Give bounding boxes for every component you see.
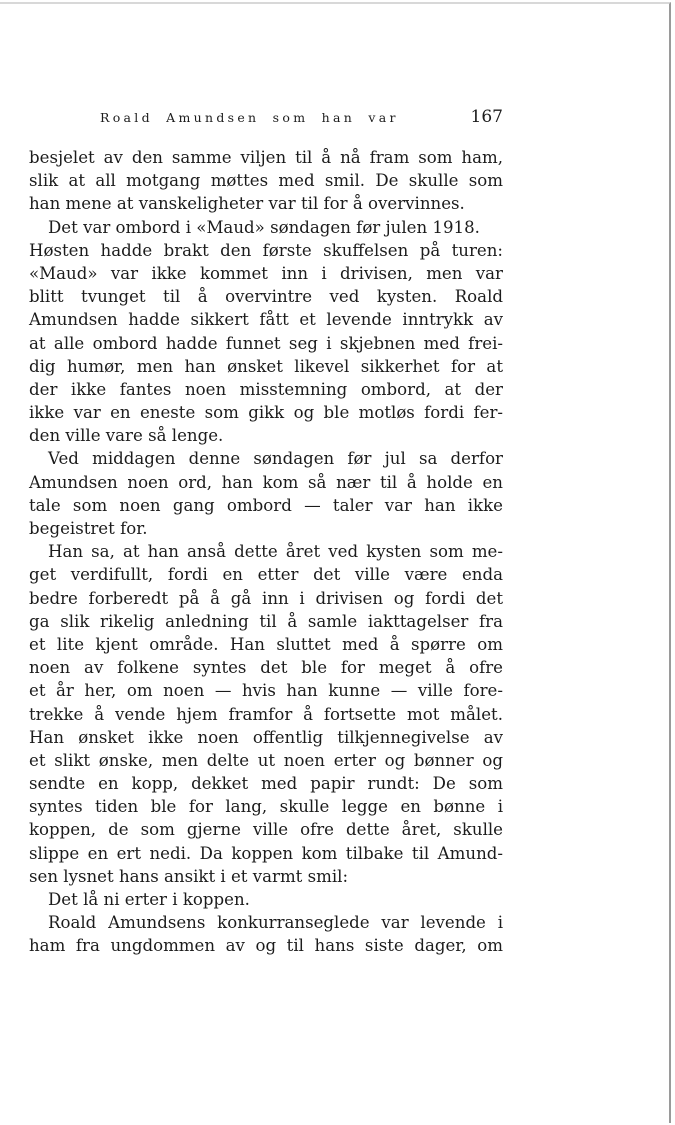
text-line: Amundsen hadde sikkert fått et levende inntrykk av [29,310,503,330]
text-line: trekke å vende hjem framfor å fortsette mot målet. [29,704,503,724]
text-line: blitt tvunget til å overvintre ved kysten. Roald [29,287,503,307]
page-number: 167 [470,107,503,127]
paragraph-start-line: Roald Amundsens konkurranseglede var levende i [48,913,503,933]
text-line: Amundsen noen ord, han kom så nær til å holde en [29,472,503,492]
text-line: «Maud» var ikke kommet inn i drivisen, men var [29,263,503,283]
text-line: et slikt ønske, men delte ut noen erter og bønner og [29,750,503,770]
text-line: et lite kjent område. Han sluttet med å spørre om [29,634,503,654]
paragraph-start-line: Det var ombord i «Maud» søndagen før julen 1918. [48,217,480,237]
text-line: ham fra ungdommen av og til hans siste dager, om [29,936,503,956]
body-text [29,146,503,958]
text-line: slik at all motgang møttes med smil. De skulle som [29,171,503,191]
text-line: dig humør, men han ønsket likevel sikkerhet for at [29,356,503,376]
running-title: Roald Amundsen som han var [100,110,399,125]
text-line: sendte en kopp, dekket med papir rundt: De som [29,774,503,794]
text-line: koppen, de som gjerne ville ofre dette året, skulle [29,820,503,840]
text-line: sen lysnet hans ansikt i et varmt smil: [29,866,349,886]
text-line: noen av folkene syntes det ble for meget å ofre [29,658,503,678]
text-line: get verdifullt, fordi en etter det ville være enda [29,565,503,585]
text-line: ikke var en eneste som gikk og ble motløs fordi fer- [29,403,503,423]
text-line: syntes tiden ble for lang, skulle legge en bønne i [29,797,503,817]
text-line: tale som noen gang ombord — taler var han ikke [29,495,503,515]
text-line: et år her, om noen — hvis han kunne — ville fore- [29,681,503,701]
text-line: Han ønsket ikke noen offentlig tilkjennegivelse av [29,727,503,747]
text-line: slippe en ert nedi. Da koppen kom tilbake til Amund- [29,843,503,863]
text-line: Høsten hadde brakt den første skuffelsen på turen: [29,240,503,260]
text-line: han mene at vanskeligheter var til for å overvinnes. [29,194,465,214]
paragraph-start-line: Han sa, at han anså dette året ved kysten som me- [48,542,503,562]
text-line: besjelet av den samme viljen til å nå fram som ham, [29,148,503,167]
text-line: bedre forberedt på å gå inn i drivisen og fordi det [29,588,503,608]
running-header [100,107,503,131]
text-line: der ikke fantes noen misstemning ombord, at der [29,379,503,399]
text-line: at alle ombord hadde funnet seg i skjebnen med frei- [29,333,503,353]
text-line: ga slik rikelig anledning til å samle iakttagelser fra [29,611,503,631]
paragraph-start-line: Ved middagen denne søndagen før jul sa derfor [48,449,503,469]
text-line: den ville vare så lenge. [29,426,224,446]
text-line: begeistret for. [29,519,148,538]
paragraph-start-line: Det lå ni erter i koppen. [48,890,250,909]
